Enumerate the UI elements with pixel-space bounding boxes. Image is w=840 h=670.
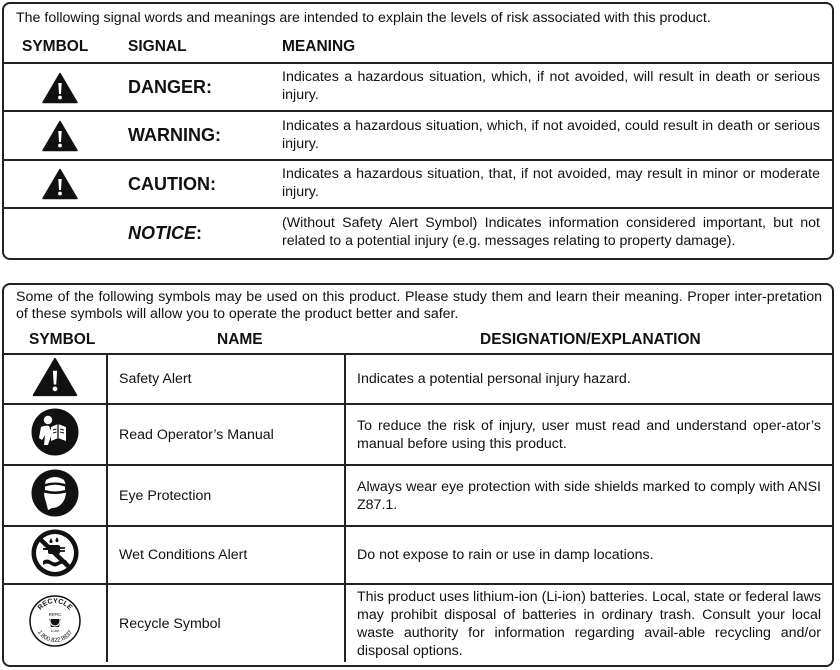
symbol-cell bbox=[4, 404, 107, 465]
safety-alert-icon bbox=[32, 357, 78, 397]
table-row bbox=[4, 584, 832, 662]
safety-alert-triangle-icon bbox=[42, 168, 78, 200]
symbol-name: Recycle Symbol bbox=[107, 584, 345, 662]
seal-inner-text: Li-ion bbox=[50, 629, 60, 633]
table-row bbox=[4, 465, 832, 526]
wet-conditions-icon bbox=[30, 528, 80, 578]
header-meaning: MEANING bbox=[282, 38, 356, 55]
notice-word: NOTICE bbox=[128, 223, 197, 243]
meaning-caution: Indicates a hazardous situation, that, if not avoided, may result in minor or moderate injury. bbox=[282, 166, 820, 200]
symbol-name: Safety Alert bbox=[107, 354, 345, 404]
signal-intro: The following signal words and meanings are intended to explain the levels of risk associated with this product. bbox=[16, 10, 711, 26]
header-symbol: SYMBOL bbox=[22, 38, 89, 55]
divider bbox=[4, 159, 832, 161]
seal-mid-text: RBRC bbox=[48, 612, 62, 617]
read-manual-icon bbox=[30, 407, 80, 457]
signal-danger: DANGER: bbox=[128, 77, 212, 97]
meaning-danger: Indicates a hazardous situation, which, if not avoided, will result in death or serious injury. bbox=[282, 69, 820, 103]
safety-alert-triangle-icon bbox=[42, 72, 78, 104]
divider bbox=[4, 62, 832, 64]
table-row bbox=[4, 354, 832, 404]
header-designation: DESIGNATION/EXPLANATION bbox=[480, 331, 701, 348]
symbol-name: Read Operator’s Manual bbox=[107, 404, 345, 465]
header-symbol: SYMBOL bbox=[29, 331, 96, 348]
symbols-table bbox=[4, 353, 832, 662]
symbol-designation: To reduce the risk of injury, user must read and understand oper-ator’s manual before using this product. bbox=[345, 404, 832, 465]
signal-notice bbox=[128, 223, 202, 244]
signal-caution: CAUTION: bbox=[128, 174, 216, 194]
table-row bbox=[4, 526, 832, 584]
symbol-designation: Always wear eye protection with side shields marked to comply with ANSI Z87.1. bbox=[345, 465, 832, 526]
symbols-intro: Some of the following symbols may be used on this product. Please study them and learn their meaning. Proper inter-pretation of these symbols will allow you to operate the product better and safer. bbox=[16, 289, 822, 322]
symbol-cell bbox=[4, 354, 107, 404]
recycle-icon bbox=[29, 595, 81, 647]
header-name: NAME bbox=[217, 331, 263, 348]
seal-bottom-text: 1.800.822.8837 bbox=[35, 629, 75, 645]
signal-warning: WARNING: bbox=[128, 125, 221, 145]
symbol-name: Eye Protection bbox=[107, 465, 345, 526]
symbol-cell bbox=[4, 526, 107, 584]
symbol-name: Wet Conditions Alert bbox=[107, 526, 345, 584]
meaning-warning: Indicates a hazardous situation, which, if not avoided, could result in death or serious injury. bbox=[282, 118, 820, 152]
divider bbox=[4, 110, 832, 112]
seal-top-text: RECYCLE bbox=[36, 597, 74, 612]
symbol-designation: Do not expose to rain or use in damp locations. bbox=[345, 526, 832, 584]
notice-colon: : bbox=[196, 223, 203, 243]
symbol-cell bbox=[4, 465, 107, 526]
meaning-notice: (Without Safety Alert Symbol) Indicates information considered important, but not related to a potential injury (e.g. messages relating to property damage). bbox=[282, 215, 820, 249]
symbol-designation: Indicates a potential personal injury hazard. bbox=[345, 354, 832, 404]
eye-protection-icon bbox=[30, 468, 80, 518]
divider bbox=[4, 207, 832, 209]
symbol-designation: This product uses lithium-ion (Li-ion) batteries. Local, state or federal laws may prohibit disposal of batteries in ordinary trash. Consult your local waste authority for information regarding avail-able recycling and/or disposal options. bbox=[345, 584, 832, 662]
signal-words-panel bbox=[2, 2, 834, 260]
safety-alert-triangle-icon bbox=[42, 120, 78, 152]
header-signal: SIGNAL bbox=[128, 38, 187, 55]
symbols-panel bbox=[2, 283, 834, 667]
symbol-cell bbox=[4, 584, 107, 662]
table-row bbox=[4, 404, 832, 465]
